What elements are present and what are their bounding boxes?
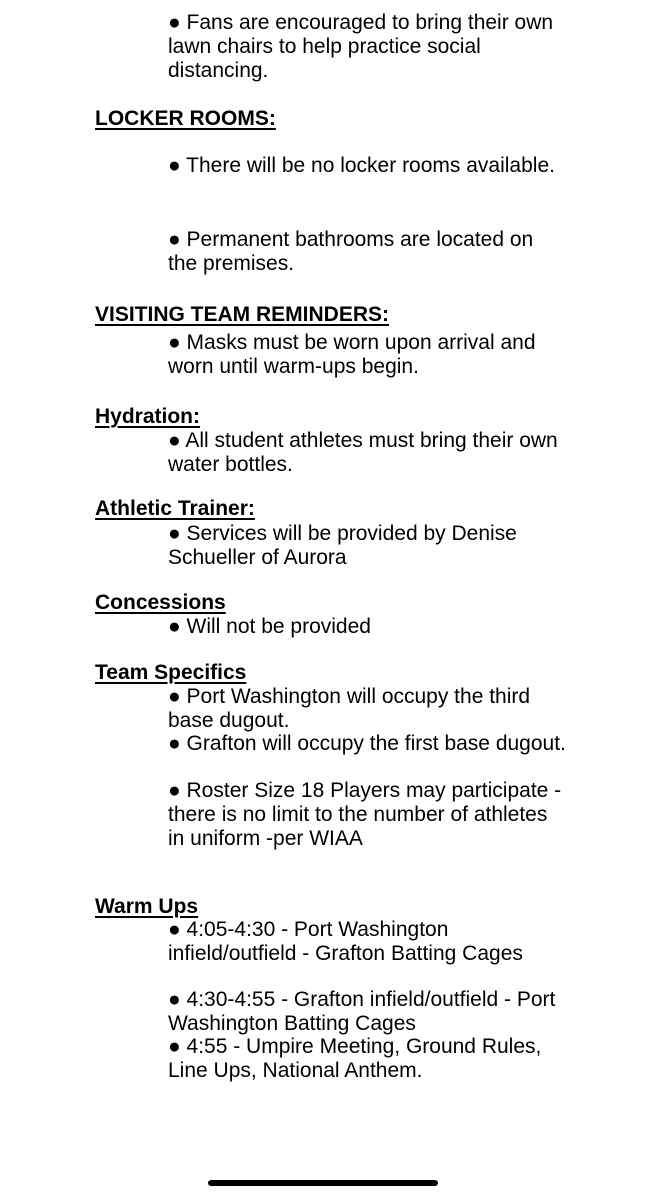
warm-up-slot-3-item: ● 4:55 - Umpire Meeting, Ground Rules, Line Ups, National Anthem. (168, 1035, 542, 1082)
port-washington-dugout-item: ● Port Washington will occupy the third base dugout. (168, 685, 531, 732)
warm-up-slot-1-item: ● 4:05-4:30 - Port Washington infield/outfield - Grafton Batting Cages (168, 918, 523, 965)
concessions-heading: Concessions (95, 591, 226, 614)
water-bottles-item: ● All student athletes must bring their own water bottles. (168, 429, 558, 476)
fans-lawn-chairs-item: ● Fans are encouraged to bring their own lawn chairs to help practice social distancing. (168, 11, 554, 82)
masks-item: ● Masks must be worn upon arrival and worn until warm-ups begin. (168, 331, 536, 378)
warm-ups-heading: Warm Ups (95, 895, 199, 918)
team-specifics-heading: Team Specifics (95, 661, 247, 684)
locker-rooms-heading: LOCKER ROOMS: (95, 107, 276, 130)
roster-size-item: ● Roster Size 18 Players may participate - there is no limit to the number of athletes in uniform -per WIAA (168, 779, 562, 850)
trainer-services-item: ● Services will be provided by Denise Schueller of Aurora (168, 522, 517, 569)
warm-up-slot-2-item: ● 4:30-4:55 - Grafton infield/outfield - Port Washington Batting Cages (168, 988, 556, 1035)
concessions-item: ● Will not be provided (168, 615, 371, 638)
permanent-bathrooms-item: ● Permanent bathrooms are located on the premises. (168, 228, 534, 275)
visiting-team-reminders-heading: VISITING TEAM REMINDERS: (95, 303, 390, 326)
no-locker-rooms-item: ● There will be no locker rooms available. (168, 154, 555, 177)
home-indicator-bar[interactable] (208, 1180, 438, 1186)
hydration-heading: Hydration: (95, 405, 200, 428)
athletic-trainer-heading: Athletic Trainer: (95, 497, 255, 520)
grafton-dugout-item: ● Grafton will occupy the first base dugout. (168, 732, 566, 755)
